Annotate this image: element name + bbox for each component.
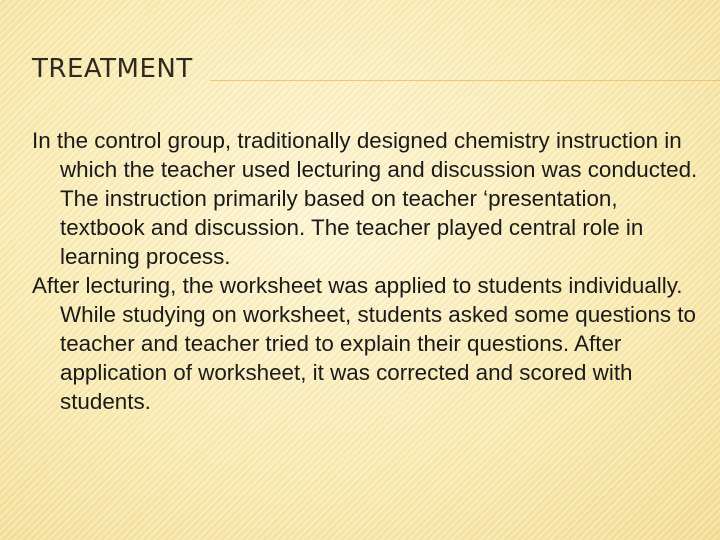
title-underline-divider xyxy=(210,80,720,81)
slide-body xyxy=(32,126,704,416)
slide-title: TREATMENT xyxy=(32,54,193,84)
body-paragraph-control-group: In the control group, traditionally designed chemistry instruction in which the teacher used lecturing and discussion was conducted. The instruction primarily based on teacher ‘presentation, textbook and discussion. The teacher played central role in learning process. xyxy=(32,128,698,269)
body-paragraph-worksheet: After lecturing, the worksheet was applied to students individually. While studying on worksheet, students asked some questions to teacher and teacher tried to explain their questions. After application of worksheet, it was corrected and scored with students. xyxy=(32,273,696,414)
